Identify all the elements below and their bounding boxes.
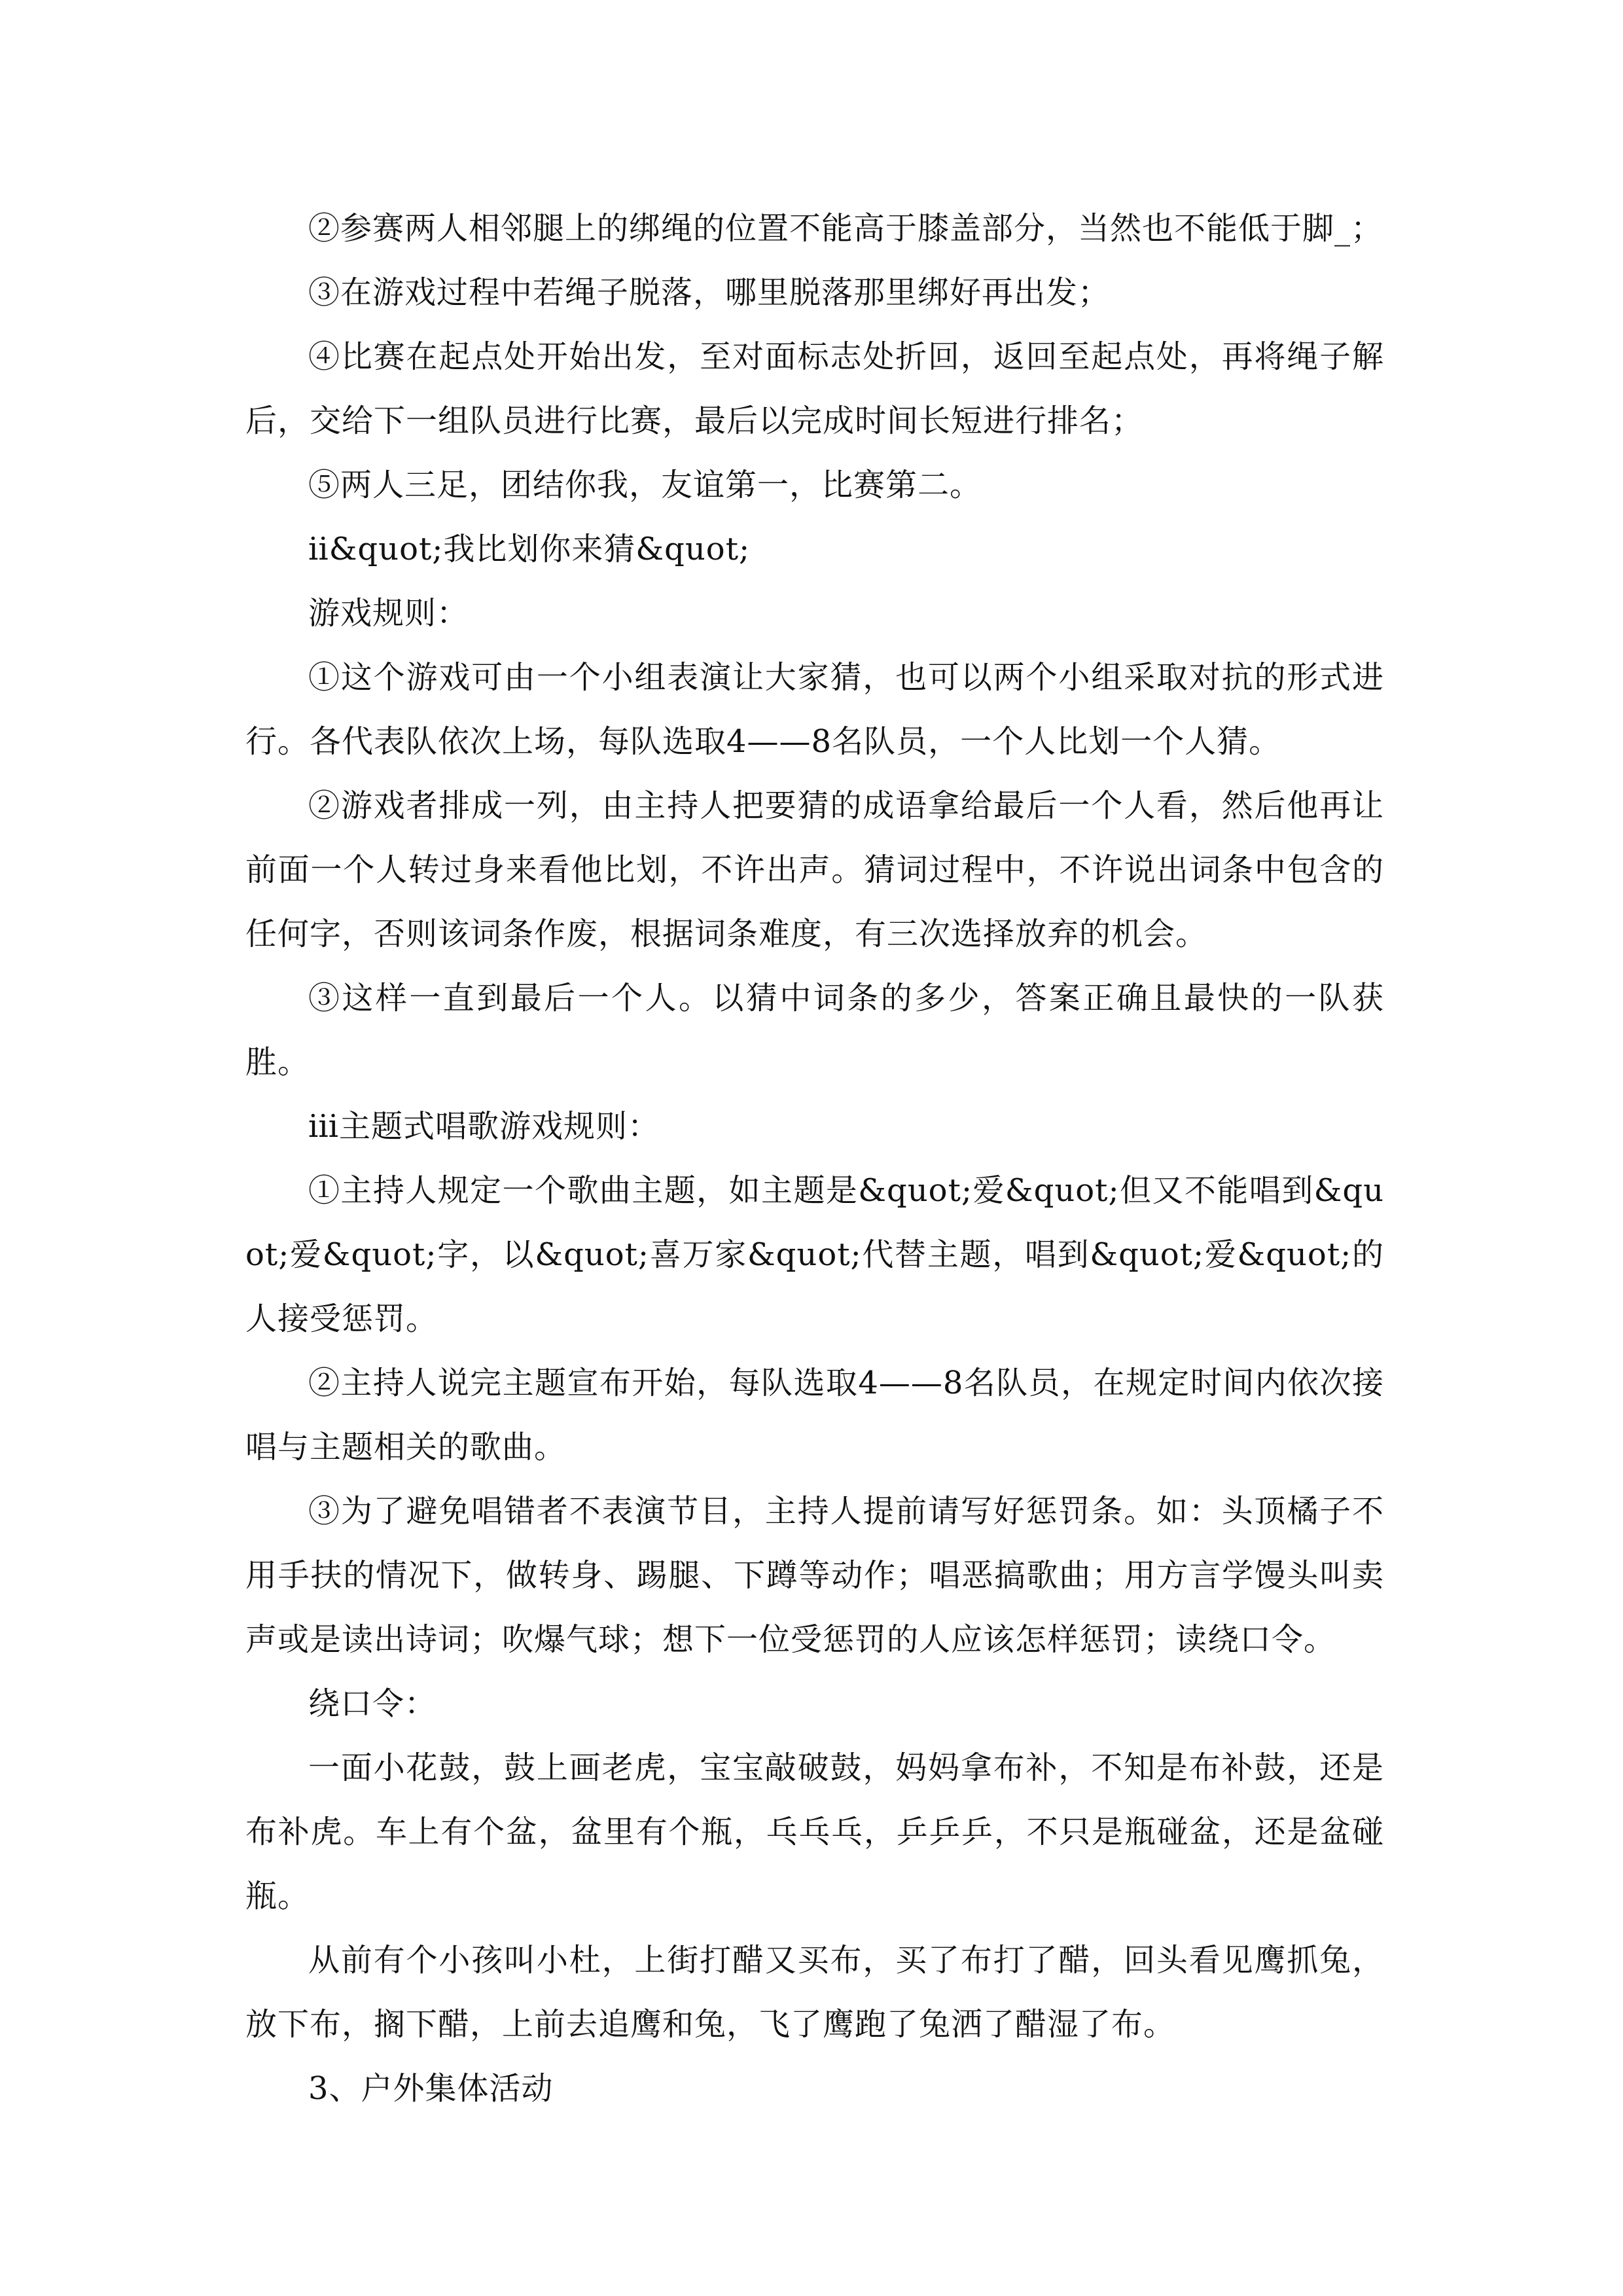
paragraph: 从前有个小孩叫小杜，上街打醋又买布，买了布打了醋，回头看见鹰抓兔，放下布，搁下醋，上前去追鹰和兔，飞了鹰跑了兔洒了醋湿了布。	[245, 1942, 1384, 2043]
paragraph: ②游戏者排成一列，由主持人把要猜的成语拿给最后一个人看，然后他再让前面一个人转过身来看他比划，不许出声。猜词过程中，不许说出词条中包含的任何字，否则该词条作废，根据词条难度，有三次选择放弃的机会。	[245, 787, 1384, 952]
paragraph: ①主持人规定一个歌曲主题，如主题是&quot;爱&quot;但又不能唱到&quot;爱&quot;字，以&quot;喜万家&quot;代替主题，唱到&quot;爱&quot;的人接受惩罚。	[245, 1172, 1384, 1337]
paragraph: 一面小花鼓，鼓上画老虎，宝宝敲破鼓，妈妈拿布补，不知是布补鼓，还是布补虎。车上有个盆，盆里有个瓶，乓乓乓，乒乒乒，不只是瓶碰盆，还是盆碰瓶。	[245, 1749, 1384, 1914]
section-heading: 3、户外集体活动	[308, 2070, 554, 2107]
document-body	[245, 196, 1384, 2121]
paragraph: ③为了避免唱错者不表演节目，主持人提前请写好惩罚条。如：头顶橘子不用手扶的情况下，做转身、踢腿、下蹲等动作；唱恶搞歌曲；用方言学馒头叫卖声或是读出诗词；吹爆气球；想下一位受惩罚的人应该怎样惩罚；读绕口令。	[245, 1493, 1384, 1658]
paragraph: ②主持人说完主题宣布开始，每队选取4——8名队员，在规定时间内依次接唱与主题相关的歌曲。	[245, 1365, 1384, 1465]
subheading: 游戏规则：	[308, 595, 469, 632]
paragraph: ②参赛两人相邻腿上的绑绳的位置不能高于膝盖部分，当然也不能低于脚_；	[308, 210, 1383, 247]
paragraph: ①这个游戏可由一个小组表演让大家猜，也可以两个小组采取对抗的形式进行。各代表队依次上场，每队选取4——8名队员，一个人比划一个人猜。	[245, 659, 1384, 760]
paragraph: ③这样一直到最后一个人。以猜中词条的多少，答案正确且最快的一队获胜。	[245, 980, 1384, 1081]
paragraph: ④比赛在起点处开始出发，至对面标志处折回，返回至起点处，再将绳子解后，交给下一组队员进行比赛，最后以完成时间长短进行排名；	[245, 338, 1384, 439]
paragraph: ⑤两人三足，团结你我，友谊第一，比赛第二。	[308, 467, 982, 503]
paragraph: ③在游戏过程中若绳子脱落，哪里脱落那里绑好再出发；	[308, 274, 1111, 311]
subheading: 绕口令：	[308, 1685, 437, 1722]
section-heading: ⅱ&quot;我比划你来猜&quot;	[308, 531, 751, 567]
section-heading: ⅲ主题式唱歌游戏规则：	[308, 1108, 660, 1145]
